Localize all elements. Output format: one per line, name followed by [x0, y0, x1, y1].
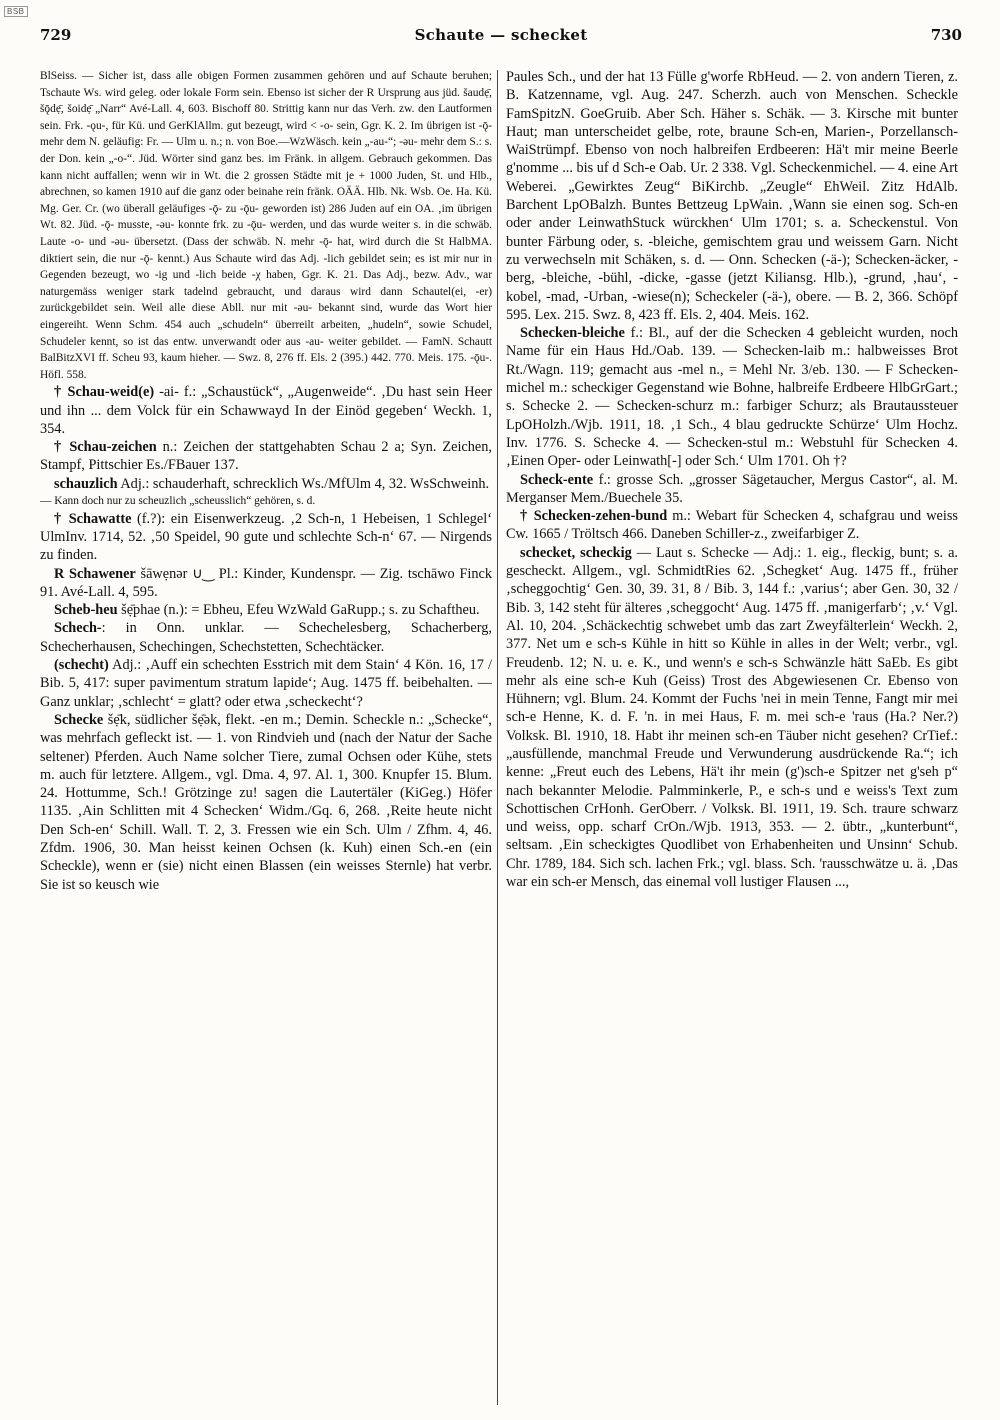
dictionary-entry [40, 619, 492, 656]
page-number-right: 730 [930, 26, 962, 44]
dictionary-entry [40, 493, 492, 510]
dictionary-entry [40, 510, 492, 565]
entry-headword: (schecht) [54, 657, 109, 674]
entry-headword: schecket, scheckig [520, 544, 632, 561]
entry-text: šāwẹnǝr ∪‿ Pl.: Kinder, Kundenspr. — Zig. tschāwo Finck 91. Avé-Lall. 4, 595. [40, 565, 492, 600]
page-title: Schaute — schecket [414, 26, 588, 44]
entry-text: Adj.: schauderhaft, schrecklich Ws./MfUlm 4, 32. WsSchweinh. [117, 475, 490, 492]
library-stamp: BSB [4, 6, 28, 17]
dictionary-entry [40, 475, 492, 493]
column-divider [497, 70, 498, 1405]
entry-text: m.: Webart für Schecken 4, schafgrau und weiss Cw. 1665 / Tröltsch 466. Daneben Schiller-z., zweifarbiger Z. [506, 508, 958, 543]
dictionary-entry [506, 544, 958, 892]
dictionary-entry [506, 507, 958, 544]
page-number-left: 729 [40, 26, 72, 44]
entry-text: šẹ̄k, südlicher šẹ̄ǝk, flekt. -en m.; Demin. Scheckle n.: „Schecke“, was mehrfach gefleckt ist. — 1. von Rindvieh und (nach der Natur der Sache seltener) Pferden. Auch Name solcher Tiere, zumal Ochsen oder Kühe, stets m. auch für letztere. Allgem., vgl. Dma. 4, 97. Al. 1, 300. Knupfer 15. Blum. 24. Hottumme, Sch.! Grötzinge zu! sagen die Lautertäler (KiGeg.) Höfer 1135. ‚Ain Schlitten mit 4 Schecken‘ Widm./Gq. 6, 268. ‚Reite heute nicht Den Sch-en‘ Schill. Wall. T. 2, 3. Fressen wie ein Sch. Ulm / Zfhm. 4, 46. Zfdm. 1906, 30. Man heisst keinen Ochsen (k. Kuh) einen Sch.-en (ein Scheckle), wenn er (sie) nicht einen Blassen (ein weisses Sternle) hat verbr. Sie ist so keusch wie [40, 711, 492, 893]
dictionary-entry [506, 471, 958, 508]
entry-text: — Kann doch nur zu scheuzlich „scheusslich“ gehören, s. d. [40, 495, 316, 508]
entry-headword: † Schecken-zehen-bund [520, 508, 668, 525]
entry-headword: † Schawatte [54, 510, 132, 527]
dictionary-entry [40, 383, 492, 438]
entry-text: BlSeiss. — Sicher ist, dass alle obigen Formen zusammen gehören und auf Schaute beruhen; Tschaute Ws. wird geleg. oder lokale Form sein. Ebenso ist sicher der R Ursprung aus jüd. šaudẹ̄, šǭdẹ̄, šoidẹ̄ „Narr“ Avé-Lall. 4, 603. Bischoff 80. Strittig kann nur das Verh. zw. den Lautformen sein. Frk. -ǫu-, für Kü. und GerKlAllm. gut bezeugt, wird < -o- sein, Ggr. K. 2. Im übrigen ist -ǭ- mehr dem N. geläufig: Fr. — Ulm u. n.; n. von Boe.—WzWäsch. kein „-au-“; -ǝu- mehr dem S.: s. der Don. kein „-o-“. Jüd. Wörter sind ganz bes. im Fränk. in allgem. Gebrauch gekommen. Das kann nicht auffallen; wenn wir in Wt. die 2 grossen Städte mit je + 1000 Juden, St. und Hlb., abrechnen, so kamen 1910 auf die ganz oder beinahe rein fränk. OÄÄ. Hlb. Nk. Wsb. Oe. Ha. Kü. Mg. Ger. Cr. (wo überall geläufiges -ǭ- zu -ǭu- geworden ist) 286 Juden auf ein OA. ‚im übrigen Wt. 82. Jüd. -ǭ- musste, -ǝu- konnte frk. zu -ǭu- werden, und das wurde weiter s. in die schwäb. Laute -o- und -ǝu- übersetzt. (Dass der schwäb. N. mehr -ǭ- hat, wird durch die St HalbMA. diktiert sein, die nur -ǭ- kennt.) Aus Schaute wird das Adj. -lich gebildet sein; es ist mir nur in Gegenden bezeugt, wo -ig und -lich beide -χ haben, Ggr. K. 21. Das Adj., bezw. Adv., war naturgemäss weniger stark tadelnd gebraucht, und daraus wird dann Schautel(ei, -er) zurückgebildet sein. Weil alle diese Abll. nur mit -ǝu- bekannt sind, wurde das Wort hier eingereiht. Wenn Schm. 454 auch „schudeln“ überreilt arbeiten, „hudeln“, sowie Schudel, Schudeler kennt, so ist das entw. unverwandt oder aus -au- weiter gebildet. — FamN. Schautt BalBitzXVI ff. Scheu 93, kaum hieher. — Swz. 8, 276 ff. Els. 2 (395.) 442. 770. Meis. 175. -ǭu-. Höfl. 558. [40, 70, 492, 381]
entry-text: f.: grosse Sch. „grosser Sägetaucher, Mergus Castor“, al. M. Merganser Mem./Buechele 35. [506, 471, 958, 506]
page-header [40, 20, 962, 50]
entry-headword: Schecke [54, 711, 104, 728]
left-column [40, 68, 492, 1403]
entry-headword: R Schawener [54, 565, 136, 582]
dictionary-entry [506, 68, 958, 324]
entry-text: : in Onn. unklar. — Schechelesberg, Schacherberg, Schecherhausen, Schechingen, Schechstetten, Schechtäcker. [40, 620, 492, 655]
dictionary-entry [40, 438, 492, 475]
dictionary-entry [40, 601, 492, 619]
entry-headword: Scheb-heu [54, 602, 118, 619]
entry-headword: † Schau-weid(e) [54, 384, 155, 401]
dictionary-entry [506, 324, 958, 470]
dictionary-entry [40, 656, 492, 711]
entry-headword: † Schau-zeichen [54, 439, 157, 456]
entry-text: n.: Zeichen der stattgehabten Schau 2 a; Syn. Zeichen, Stampf, Pittschier Es./FBauer 137. [40, 439, 492, 474]
entry-headword: Schecken-bleiche [520, 325, 625, 342]
entry-text: šẹ̄phae (n.): = Ebheu, Efeu WzWald GaRupp.; s. zu Schaftheu. [117, 602, 480, 619]
dictionary-entry [40, 711, 492, 894]
entry-headword: schauzlich [54, 475, 118, 492]
entry-text: f.: Bl., auf der die Schecken 4 gebleicht wurden, noch Name für ein Haus Hd./Oab. 139. — Schecken-laib m.: halbweisses Brot Rt./Wagn. 119; gemacht aus -mel n., = Mehl Nr. 3/eb. 130. — F Schecken-michel m.: scheckiger Gegenstand wie Bohne, halbreife Erdbeere HlbGrGart.; s. Schecke 2. — Schecken-schurz m.: farbiger Schurz; als Brautaussteuer LpOHolzh./Wjb. 1911, 18. ‚1 Sch., 4 blau gedruckte Schürze‘ Ulm Hochz. Inv. 1776. S. Schecke 4. — Schecken-stul m.: Webstuhl für Schecken 4. ‚Einen Oper- oder Leinwath[-] oder Sch.‘ Ulm 1701. Oh †? [506, 325, 958, 470]
right-column [506, 68, 958, 1403]
entry-text: -ai- f.: „Schaustück“, „Augenweide“. ‚Du hast sein Heer und ihn ... dem Volck für ein Schawwayd In der Einöd gegeben‘ Weckh. 1, 354. [40, 384, 492, 437]
entry-text: (f.?): ein Eisenwerkzeug. ‚2 Sch-n, 1 Hebeisen, 1 Schlegel‘ UlmInv. 1714, 52. ‚50 Speidel, 90 gute und schlechte Sch-n‘ 67. — Nirgends zu finden. [40, 510, 492, 564]
entry-text: — Laut s. Schecke — Adj.: 1. eig., fleckig, bunt; s. a. gescheckt. Allgem., vgl. SchmidtRies 62. ‚Schegket‘ Aug. 1475 ff., früher ‚scheggochtig‘ Gen. 30, 39. 31, 8 / Bib. 3, 144 f.: ‚varius‘; aber Gen. 30, 32 / Bib. 3, 142 steht für älteres ‚scheggocht‘ Aug. 1475 ff. ‚manigerfarb‘; ‚v.‘ Vgl. Al. 10, 204. ‚Schäckechtig schwebet umb das zart Zweyfälterlein‘ Weckh. 2, 377. Net um e sch-s Kühle in hitt so Kühle in alles in der Welt; verbr., vgl. Freudenb. 12; N. u. e. K., und wenn's e sch-s Schwänzle hätt SaEb. Es gibt mehr als eine sch-e Kuh (Geiss) Trost des Abgewiesenen Cr. Ebenso von Hühnern; vgl. Blum. 24. Kommt der Fuchs 'nei in mein Tenne, Fangt mir mei sch-e Henne, K. d. F. 'n. in mei Haus, F. m. mei sch-e 'raus (Ha.? Ner.?) Volksk. Bl. 1910, 18. Habt ihr meinen sch-en Täuber nicht gesehen? CrTief.: „ausfüllende, manchmal Freude und Verwunderung ausdrückende Ra.“; ich kenne: „Freut euch des Lebens, Hä't ihr mein (g')sch-e Spitzer net g'seh p“ nach bekannter Melodie. Palmminkerle, P., e sch-s und e weiss's Text zum Schottischen CrHonh. GerOberr. / Volksk. Bl. 1911, 19. Sch. traure schwarz und weiss, opp. scharf CrOn./Wjb. 1913, 353. — 2. übtr., „kunterbunt“, seltsam. ‚Ein scheckigtes Quodlibet von Erhabenheiten und Unsinn‘ Schub. Chr. 1789, 184. Sich sch. lachen Frk.; vgl. blass. Sch. 'rausschwätze u. ä. ‚Das war ein sch-er Mensch, das einemal voll lustiger Flausen ..., [506, 544, 958, 891]
dictionary-entry [40, 565, 492, 602]
dictionary-entry [40, 68, 492, 383]
entry-text: Paules Sch., und der hat 13 Fülle g'worfe RbHeud. — 2. von andern Tieren, z. B. Katzenname, vgl. Aug. 247. Scherzh. auch von Menschen. Scheckle FamSpitzN. GoeGruib. Aber Sch. Häher s. Schäk. — 3. Kirsche mit bunter Haut; man unterscheidet gelbe, rote, braune Sch-en, Marien-, Porzellansch- WaiStrümpf. Ebenso von noch halbreifen Erdbeeren: Hä't mir meine Beerle g'nomme ... bis uf d Sch-e Oab. Ur. 2 338. Vgl. Scheckenmichel. — 4. eine Art Weberei. „Gewirktes Zeug“ BiKirchb. „Zeugle“ EhWeil. Zitz HdAlb. Barchent LpOBalzh. Buntes Bettzeug LpWain. ‚Wann sie einen sog. Sch-en oder ander LeinwathStuck würckhen‘ Ulm 1701; s. a. Scheckenstul. Von bunter Färbung oder, s. -bleiche, gemischtem grau und weissem Garn. Nicht zu verwechseln mit Schäken, s. d. — Onn. Schecken (-ä-); Schecken-äcker, -berg, -bleiche, -bühl, -dicke, -gasse (jetzt Kiliansg. Hlb.), -grund, ‚hau‘, -kobel, -mad, -Urban, -wiese(n); Scheckeler (-ä-), obere. — B. 2, 366. Schöpf 595. Lex. 215. Swz. 8, 423 ff. Els. 2, 404. Meis. 162. [506, 69, 958, 323]
entry-headword: Scheck-ente [520, 471, 594, 488]
entry-headword: Schech- [54, 620, 102, 637]
entry-text: Adj.: ‚Auff ein schechten Esstrich mit dem Stain‘ 4 Kön. 16, 17 / Bib. 5, 417: super pavimentum stratum lapide‘; Aug. 1475 ff. beibehalten. — Ganz unklar; ‚schlecht‘ = glatt? oder etwa ‚scheckecht‘? [40, 657, 492, 710]
